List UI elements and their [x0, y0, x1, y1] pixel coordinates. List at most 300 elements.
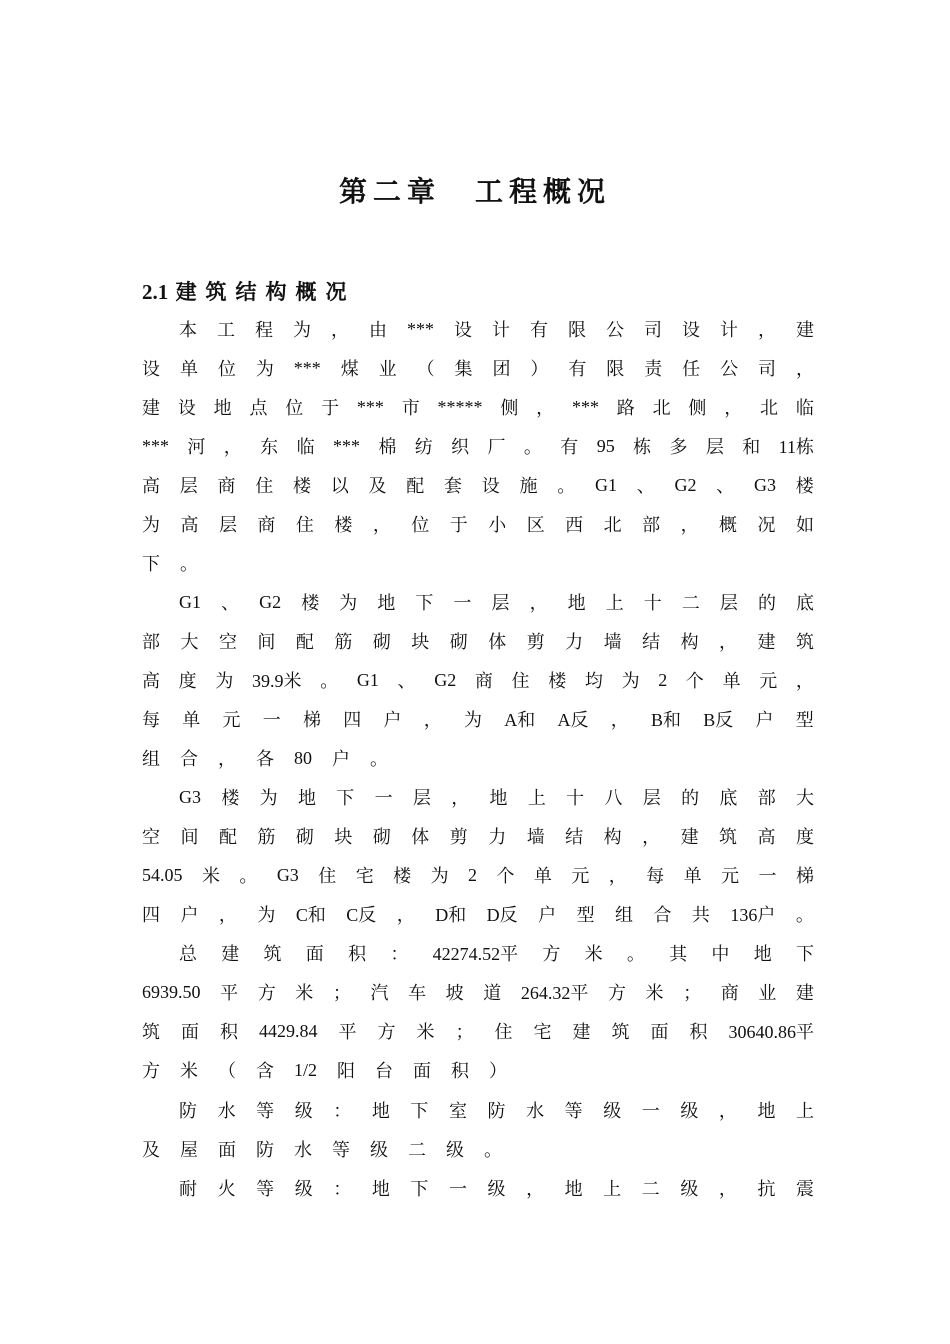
body-token: D反 [486, 905, 518, 925]
body-token: 层 [719, 593, 738, 614]
body-token: 宅 [355, 866, 374, 887]
body-token: ， [795, 359, 814, 380]
body-token: 宅 [533, 1022, 552, 1043]
body-token: 坡 [445, 983, 464, 1004]
body-token: 面 [218, 1140, 236, 1161]
body-line [142, 1016, 814, 1046]
body-token: 方 [142, 1061, 160, 1082]
body-token: 概 [719, 515, 738, 536]
body-token: 户 [332, 749, 350, 770]
body-token: 程 [255, 320, 273, 341]
body-token: 等 [256, 1101, 275, 1122]
body-token: 二 [641, 1179, 660, 1200]
body-token: ， [451, 788, 470, 809]
body-token: 楼 [393, 866, 412, 887]
body-token: 水 [294, 1140, 312, 1161]
body-token: 其 [669, 944, 688, 965]
body-token: *** [293, 357, 321, 378]
body-line [179, 314, 814, 344]
body-token: 下 [410, 1101, 429, 1122]
body-token: 面 [181, 1022, 199, 1043]
body-token: 层 [412, 788, 431, 809]
body-token: 一 [453, 593, 472, 614]
body-token: 级 [603, 1101, 622, 1122]
body-line [142, 704, 814, 734]
body-token: 面 [413, 1061, 432, 1082]
body-token: 方 [377, 1022, 396, 1043]
body-token: 地 [567, 593, 586, 614]
body-token: 一 [448, 1179, 467, 1200]
body-token: 。 [180, 554, 198, 575]
body-token: 地 [377, 593, 396, 614]
body-token: 商 [257, 515, 276, 536]
body-token: ***** [437, 396, 483, 417]
body-token: 块 [411, 632, 430, 653]
body-token: 底 [796, 593, 814, 614]
body-token: 栋 [633, 437, 652, 458]
body-token: 方 [607, 983, 626, 1004]
body-token: ， [724, 398, 743, 419]
body-token: 北 [603, 515, 622, 536]
body-token: 各 [256, 749, 274, 770]
body-token: 配 [406, 476, 425, 497]
body-token: 和 [742, 437, 761, 458]
body-token: 层 [491, 593, 510, 614]
body-token: 方 [542, 944, 561, 965]
body-token: 一 [374, 788, 393, 809]
body-token: 计 [492, 320, 510, 341]
body-token: 米 [201, 866, 220, 887]
body-token: 建 [221, 944, 240, 965]
body-token: 级 [446, 1140, 464, 1161]
body-token: 厂 [487, 437, 506, 458]
body-token: 多 [669, 437, 688, 458]
body-token: 层 [179, 476, 198, 497]
body-token: 、 [716, 476, 735, 497]
body-token: 设 [142, 359, 160, 380]
body-token: 楼 [795, 476, 814, 497]
body-token: 砌 [372, 827, 391, 848]
body-token: 户 [755, 710, 774, 731]
body-token: 元 [759, 671, 778, 692]
body-token: 型 [795, 710, 814, 731]
section-heading [142, 276, 356, 306]
body-token: 。 [626, 944, 645, 965]
body-token: 筑 [263, 944, 282, 965]
body-token: 建 [572, 1022, 591, 1043]
body-token: 中 [711, 944, 730, 965]
body-token: 米 [584, 944, 603, 965]
body-token: 耐 [179, 1179, 197, 1200]
body-token: 本 [179, 320, 197, 341]
body-token: 11栋 [778, 437, 814, 457]
body-token: 。 [795, 905, 814, 926]
body-line [142, 353, 814, 383]
body-token: ， [795, 671, 814, 692]
body-token: A和 [504, 710, 536, 730]
body-token: ， [218, 749, 236, 770]
body-token: 部 [757, 788, 776, 809]
body-token: B反 [703, 710, 734, 730]
body-token: 单 [683, 866, 702, 887]
body-token: 西 [565, 515, 584, 536]
body-token: 一 [262, 710, 281, 731]
body-token: G2 [259, 591, 282, 612]
body-token: 路 [616, 398, 635, 419]
body-token: 地 [371, 1101, 390, 1122]
body-token: 配 [218, 827, 237, 848]
body-token: *** [142, 435, 169, 456]
body-token: 方 [257, 983, 276, 1004]
body-token: 设 [682, 320, 700, 341]
body-token: 合 [180, 749, 198, 770]
body-token: 136户 [730, 905, 776, 925]
body-token: 度 [178, 671, 197, 692]
body-token: 二 [408, 1140, 426, 1161]
body-token: 防 [179, 1101, 197, 1122]
body-token: 建 [796, 320, 814, 341]
body-token: 点 [249, 398, 268, 419]
body-token: 北 [652, 398, 671, 419]
section-title: 建筑结构概况 [175, 279, 356, 304]
body-token: 结 [565, 827, 584, 848]
body-token: 95 [596, 435, 615, 456]
body-token: A反 [557, 710, 589, 730]
body-token: 2 [468, 864, 477, 885]
body-token: 筑 [142, 1022, 160, 1043]
body-token: 高 [180, 515, 199, 536]
body-token: 为 [430, 866, 449, 887]
body-token: 一 [758, 866, 777, 887]
body-token: 梯 [303, 710, 321, 731]
body-token: 元 [571, 866, 590, 887]
body-token: 级 [487, 1179, 506, 1200]
body-token: 每 [142, 710, 160, 731]
body-token: 合 [653, 905, 672, 926]
body-token: 积 [689, 1022, 708, 1043]
body-token: 十 [643, 593, 662, 614]
body-line [142, 743, 814, 773]
body-token: 筑 [719, 827, 738, 848]
body-token: 单 [722, 671, 741, 692]
body-token: 及 [368, 476, 387, 497]
body-token: 住 [494, 1022, 513, 1043]
body-token: 部 [642, 515, 661, 536]
body-token: 煤 [340, 359, 359, 380]
body-token: 间 [257, 632, 276, 653]
body-token: 积 [451, 1061, 470, 1082]
body-token: 等 [332, 1140, 350, 1161]
body-token: 元 [222, 710, 241, 731]
body-token: ， [223, 437, 242, 458]
body-token: D和 [435, 905, 467, 925]
body-token: 区 [526, 515, 545, 536]
body-token: ， [718, 1179, 737, 1200]
body-token: 及 [142, 1140, 160, 1161]
body-token: 楼 [293, 476, 311, 497]
body-token: 况 [757, 515, 776, 536]
body-token: 为 [621, 671, 640, 692]
body-token: 单 [182, 710, 201, 731]
body-token: ， [218, 905, 237, 926]
body-token: ； [332, 983, 351, 1004]
body-token: 楼 [334, 515, 353, 536]
body-token: 公 [720, 359, 739, 380]
body-token: 屋 [180, 1140, 198, 1161]
body-token: 侧 [500, 398, 519, 419]
body-line [142, 509, 814, 539]
body-line [142, 821, 814, 851]
body-token: 建 [757, 632, 776, 653]
body-token: 为 [215, 671, 234, 692]
body-token: 积 [220, 1022, 238, 1043]
body-token: 1/2 [294, 1059, 318, 1080]
body-token: 住 [318, 866, 337, 887]
body-token: 住 [295, 515, 314, 536]
body-token: 80 [294, 747, 312, 768]
body-token: （ [416, 359, 435, 380]
body-token: 筑 [611, 1022, 630, 1043]
body-token: 为 [259, 788, 278, 809]
body-token: 台 [375, 1061, 394, 1082]
body-token: 楼 [548, 671, 567, 692]
body-token: 大 [180, 632, 199, 653]
body-token: 十 [566, 788, 585, 809]
body-token: 道 [483, 983, 502, 1004]
body-token: 的 [757, 593, 776, 614]
body-token: 为 [142, 515, 160, 536]
body-token: 配 [295, 632, 314, 653]
body-token: 高 [757, 827, 776, 848]
body-token: 有 [560, 437, 579, 458]
body-token: 地 [297, 788, 316, 809]
body-token: ， [719, 632, 738, 653]
body-token: G1 [356, 669, 379, 690]
body-token: 商 [474, 671, 493, 692]
body-token: 型 [576, 905, 595, 926]
body-token: ： [333, 1101, 352, 1122]
body-token: 临 [795, 398, 814, 419]
body-token: 剪 [449, 827, 468, 848]
body-token: 户 [180, 905, 199, 926]
body-token: B和 [651, 710, 682, 730]
section-number: 2.1 [142, 280, 169, 304]
body-token: 39.9米 [252, 671, 302, 691]
body-token: 汽 [370, 983, 389, 1004]
chapter-title [0, 170, 950, 210]
body-token: 楼 [221, 788, 240, 809]
body-token: 下 [336, 788, 355, 809]
body-token: 侧 [688, 398, 707, 419]
body-line [179, 782, 814, 812]
body-token: 、 [397, 671, 416, 692]
body-token: 套 [444, 476, 462, 497]
body-token: 。 [320, 671, 339, 692]
body-line [142, 1134, 814, 1164]
body-line [142, 431, 814, 461]
body-line [142, 665, 814, 695]
body-token: ， [610, 710, 629, 731]
body-token: 平 [220, 983, 239, 1004]
body-token: 上 [796, 1101, 814, 1122]
body-token: 小 [488, 515, 507, 536]
body-token: 施 [519, 476, 538, 497]
body-token: 面 [650, 1022, 669, 1043]
body-token: 上 [603, 1179, 622, 1200]
body-token: 抗 [757, 1179, 776, 1200]
body-token: 工 [217, 320, 235, 341]
chapter-name: 工程概况 [475, 175, 612, 208]
body-token: 。 [239, 866, 258, 887]
body-token: 业 [758, 983, 777, 1004]
body-token: 于 [321, 398, 340, 419]
body-token: 。 [370, 749, 388, 770]
body-token: 剪 [526, 632, 545, 653]
body-token: ， [680, 515, 699, 536]
body-token: 空 [218, 632, 237, 653]
body-token: 筑 [795, 632, 814, 653]
body-token: 砌 [295, 827, 314, 848]
body-token: *** [571, 396, 599, 417]
body-token: 30640.86平 [728, 1022, 814, 1042]
body-token: 层 [218, 515, 237, 536]
body-token: ， [608, 866, 627, 887]
body-token: 八 [604, 788, 623, 809]
body-token: ， [536, 398, 555, 419]
body-token: 的 [681, 788, 700, 809]
body-token: 级 [294, 1101, 313, 1122]
body-token: 筋 [334, 632, 353, 653]
body-token: 二 [681, 593, 700, 614]
body-token: 集 [454, 359, 473, 380]
body-token: 高 [142, 671, 160, 692]
body-token: *** [332, 435, 360, 456]
body-token: 司 [644, 320, 662, 341]
body-line [179, 938, 814, 968]
body-token: 结 [642, 632, 661, 653]
body-token: 四 [343, 710, 362, 731]
body-token: 地 [489, 788, 508, 809]
body-token: 一 [641, 1101, 660, 1122]
body-token: 42274.52平 [432, 944, 519, 964]
body-token: 住 [255, 476, 274, 497]
body-line [142, 977, 814, 1007]
body-token: 上 [605, 593, 624, 614]
body-token: G3 [179, 786, 201, 807]
body-token: 团 [492, 359, 511, 380]
body-token: 纺 [414, 437, 433, 458]
body-token: ， [718, 1101, 737, 1122]
body-token: 级 [294, 1179, 313, 1200]
body-token: 如 [795, 515, 814, 536]
body-token: 地 [371, 1179, 390, 1200]
body-token: 公 [606, 320, 624, 341]
body-token: 位 [285, 398, 304, 419]
body-token: 地 [564, 1179, 583, 1200]
body-token: 火 [217, 1179, 236, 1200]
body-token: 位 [411, 515, 430, 536]
body-token: 米 [180, 1061, 198, 1082]
body-token: 为 [257, 905, 276, 926]
body-token: 责 [644, 359, 663, 380]
body-token: 梯 [795, 866, 814, 887]
body-token: 构 [680, 632, 699, 653]
body-token: 个 [685, 671, 704, 692]
body-token: 有 [568, 359, 587, 380]
body-token: 车 [408, 983, 427, 1004]
body-line [142, 860, 814, 890]
body-token: 54.05 [142, 864, 183, 885]
body-token: 限 [568, 320, 586, 341]
body-token: 有 [530, 320, 548, 341]
body-token: 建 [680, 827, 699, 848]
body-token: 组 [142, 749, 160, 770]
body-token: 户 [383, 710, 402, 731]
body-token: 、 [636, 476, 655, 497]
body-token: 为 [339, 593, 358, 614]
body-token: 防 [487, 1101, 506, 1122]
body-token: 室 [448, 1101, 467, 1122]
body-token: G2 [434, 669, 457, 690]
body-token: 下 [410, 1179, 429, 1200]
body-token: C和 [295, 905, 326, 925]
body-line [142, 548, 814, 578]
body-token: 2 [658, 669, 668, 690]
body-token: 司 [758, 359, 776, 380]
body-token: 下 [795, 944, 814, 965]
body-token: 楼 [301, 593, 320, 614]
body-token: 体 [411, 827, 430, 848]
body-token: 为 [464, 710, 482, 731]
body-token: 织 [451, 437, 470, 458]
body-token: 构 [603, 827, 622, 848]
body-token: G2 [674, 474, 697, 495]
body-token: 河 [187, 437, 206, 458]
body-token: 264.32平 [520, 983, 589, 1003]
body-token: 临 [296, 437, 315, 458]
body-token: ： [333, 1179, 352, 1200]
body-token: 单 [533, 866, 552, 887]
body-token: 。 [484, 1140, 502, 1161]
body-token: 位 [217, 359, 236, 380]
body-token: 元 [721, 866, 740, 887]
body-token: ： [390, 944, 409, 965]
body-token: ； [683, 983, 702, 1004]
body-line [179, 587, 814, 617]
body-token: 墙 [526, 827, 545, 848]
body-token: 共 [691, 905, 710, 926]
body-token: 单 [179, 359, 198, 380]
body-token: 建 [142, 398, 160, 419]
body-token: 北 [760, 398, 778, 419]
body-token: ， [423, 710, 442, 731]
body-token: 限 [606, 359, 625, 380]
body-line [179, 1095, 814, 1125]
body-token: G3 [276, 864, 299, 885]
body-token: 防 [256, 1140, 274, 1161]
body-token: 以 [330, 476, 349, 497]
body-token: 任 [682, 359, 701, 380]
body-token: 地 [757, 1101, 776, 1122]
body-token: 市 [401, 398, 420, 419]
body-token: 筋 [257, 827, 276, 848]
body-token: 阳 [337, 1061, 356, 1082]
body-token: 空 [142, 827, 160, 848]
body-token: ， [758, 320, 776, 341]
body-token: 等 [256, 1179, 275, 1200]
body-token: 底 [719, 788, 738, 809]
body-line [142, 1055, 814, 1085]
